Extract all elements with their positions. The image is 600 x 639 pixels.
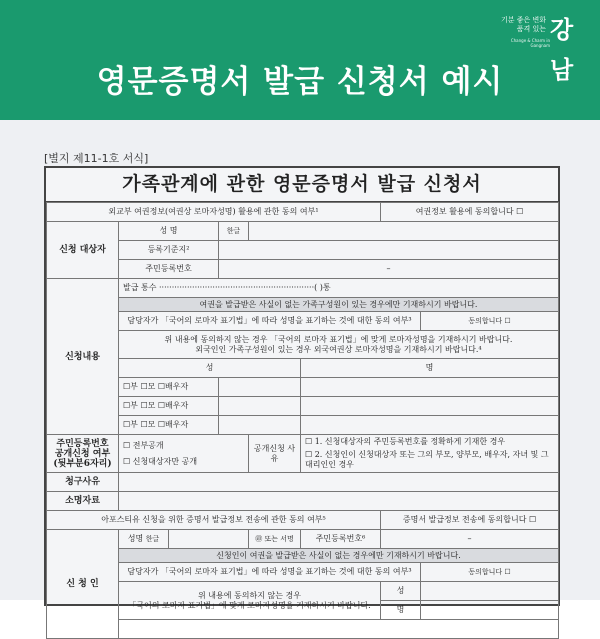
- subject-domicile-field[interactable]: [219, 241, 559, 260]
- subject-name-field[interactable]: [249, 222, 559, 241]
- request-romanize-question: 담당자가 「국어의 로마자 표기법」에 따라 성명을 표기하는 것에 대한 동의 여부³: [119, 312, 421, 331]
- applicant-shade-note: 신청인이 여권을 발급받은 사실이 없는 경우에만 기재하시기 바랍니다.: [119, 549, 559, 563]
- form-title: 가족관계에 관한 영문증명서 발급 신청서: [46, 168, 558, 202]
- passport-consent-answer[interactable]: 여권정보 활용에 동의합니다 ☐: [381, 203, 559, 222]
- applicant-notes: [119, 582, 381, 620]
- applicant-romanize-question: 담당자가 「국어의 로마자 표기법」에 따라 성명을 표기하는 것에 대한 동의 여부³: [119, 563, 421, 582]
- rrn-reasons: [301, 435, 559, 473]
- gangnam-logo: [496, 10, 588, 84]
- rrn-disclosure-label: 주민등록번호 공개신청 여부 (뒷부분6자리): [47, 435, 119, 473]
- request-col-surname: 성: [119, 359, 301, 378]
- form-sheet: [44, 166, 560, 614]
- applicant-romanize-answer[interactable]: 동의합니다 ☐: [421, 563, 559, 582]
- copies-field[interactable]: 발급 통수 ·····························································( )통: [119, 279, 559, 298]
- relation-surname-1[interactable]: [219, 378, 301, 397]
- logo-mark: 강남: [550, 16, 574, 84]
- claim-reason-label: 청구사유: [47, 473, 119, 492]
- subject-hanja-label: 한글: [219, 222, 249, 241]
- request-note-1: 위 내용에 동의하지 않는 경우 「국어의 로마자 표기법」에 맞게 로마자성명을 기재하시기 바랍니다.: [164, 334, 513, 344]
- relation-surname-2[interactable]: [219, 397, 301, 416]
- form-number: [별지 제11-1호 서식]: [44, 152, 149, 165]
- subject-rrn-field[interactable]: –: [219, 260, 559, 279]
- applicant-rrn-label: 주민등록번호⁶: [301, 530, 381, 549]
- subject-label: 신청 대상자: [47, 222, 119, 279]
- relation-checkboxes-3[interactable]: ☐부 ☐모 ☐배우자: [119, 416, 219, 435]
- claim-reason-field[interactable]: [119, 473, 559, 492]
- request-shade-note: 여권을 발급받은 사실이 없는 가족구성원이 있는 경우에만 기재하시기 바랍니다.: [119, 298, 559, 312]
- apostille-answer[interactable]: 증명서 발급정보 전송에 동의합니다 ☐: [381, 511, 559, 530]
- rrn-reason-label: 공개신청 사유: [249, 435, 301, 473]
- applicant-given-field[interactable]: [421, 601, 559, 620]
- applicant-name-field[interactable]: [169, 530, 249, 549]
- applicant-rrn-field[interactable]: –: [381, 530, 559, 549]
- relation-given-3[interactable]: [301, 416, 559, 435]
- proof-docs-label: 소명자료: [47, 492, 119, 511]
- relation-surname-3[interactable]: [219, 416, 301, 435]
- applicant-note-2: 「국어의 로마자 표기법」에 맞게 로마자성명을 기재하시기 바랍니다.: [128, 600, 371, 610]
- applicant-sign[interactable]: ㊞ 또는 서명: [249, 530, 301, 549]
- form-document: [0, 120, 600, 614]
- subject-rrn-label: 주민등록번호: [119, 260, 219, 279]
- applicant-given-label: 명: [381, 601, 421, 620]
- relation-checkboxes-1[interactable]: ☐부 ☐모 ☐배우자: [119, 378, 219, 397]
- request-label: 신청내용: [47, 279, 119, 435]
- applicant-name-label: [119, 530, 169, 549]
- applicant-name-text: 성명: [127, 534, 144, 543]
- proof-docs-field[interactable]: [119, 492, 559, 511]
- applicant-hanja-label: 한글: [145, 535, 160, 543]
- page-title: 영문증명서 발급 신청서 예시: [96, 64, 504, 100]
- logo-subtext: Change & Charm in Gangnam: [510, 38, 550, 48]
- applicant-surname-label: 성: [381, 582, 421, 601]
- applicant-note-1: 위 내용에 동의하지 않는 경우: [198, 590, 301, 600]
- passport-consent-question: 외교부 여권정보(여권상 로마자성명) 활용에 관한 동의 여부¹: [47, 203, 381, 222]
- applicant-label: 신 청 인: [47, 530, 119, 639]
- applicant-extra-row: [119, 620, 559, 639]
- request-note-2: 외국인인 가족구성원이 있는 경우 외국여권상 로마자성명을 기재하시기 바랍니다.⁴: [195, 344, 482, 354]
- request-romanize-answer[interactable]: 동의합니다 ☐: [421, 312, 559, 331]
- relation-given-1[interactable]: [301, 378, 559, 397]
- subject-domicile-label: 등록기준지²: [119, 241, 219, 260]
- request-notes: [119, 331, 559, 359]
- form-table: [46, 202, 559, 639]
- rrn-options: [119, 435, 249, 473]
- request-col-given: 명: [301, 359, 559, 378]
- page-header: [0, 0, 600, 120]
- applicant-surname-field[interactable]: [421, 582, 559, 601]
- logo-tagline: 기분 좋은 변화 품격 있는: [500, 16, 546, 33]
- rrn-reason-2[interactable]: ☐ 2. 신청인이 신청대상자 또는 그의 부모, 양부모, 배우자, 자녀 및 그 대리인인 경우: [305, 450, 549, 469]
- apostille-question: 아포스티유 신청을 위한 증명서 발급정보 전송에 관한 동의 여부⁵: [47, 511, 381, 530]
- subject-name-label: 성 명: [119, 222, 219, 241]
- rrn-option-all[interactable]: ☐ 전부공개: [123, 440, 164, 450]
- rrn-reason-1[interactable]: ☐ 1. 신청대상자의 주민등록번호를 정확하게 기재한 경우: [305, 437, 506, 446]
- relation-checkboxes-2[interactable]: ☐부 ☐모 ☐배우자: [119, 397, 219, 416]
- relation-given-2[interactable]: [301, 397, 559, 416]
- rrn-option-self[interactable]: ☐ 신청대상자만 공개: [123, 456, 198, 466]
